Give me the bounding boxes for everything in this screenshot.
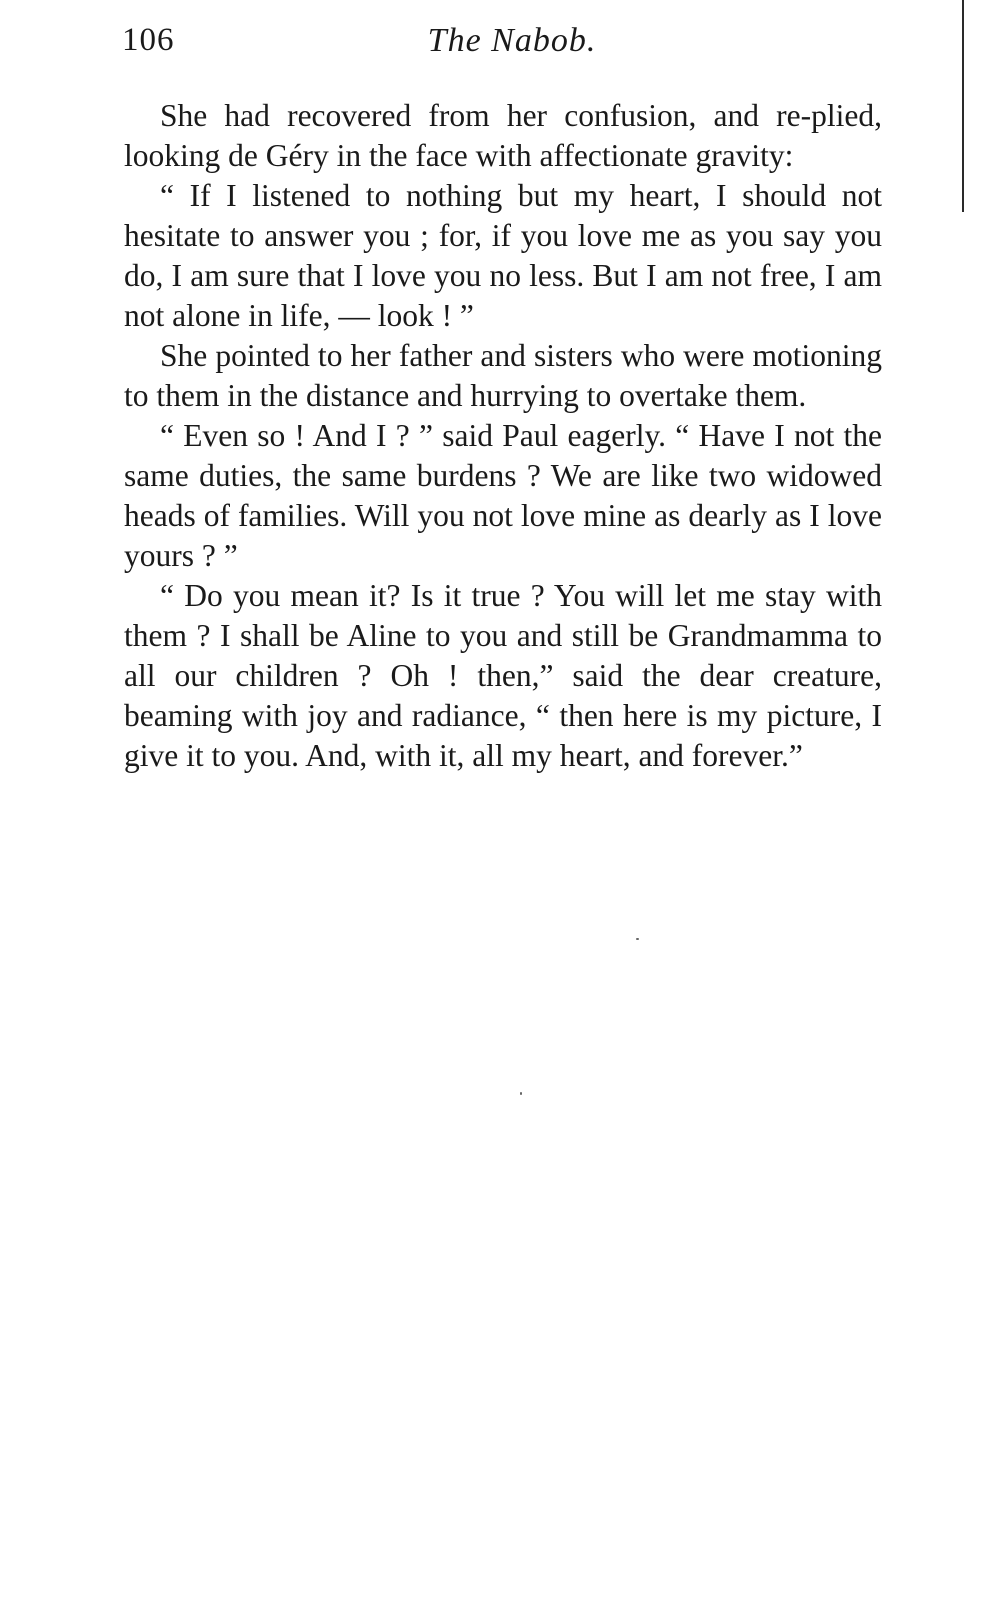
page-edge-rule xyxy=(962,0,964,212)
page-header xyxy=(122,22,882,78)
page-number: 106 xyxy=(122,22,175,58)
running-title: The Nabob. xyxy=(427,22,597,59)
body-text xyxy=(124,96,882,776)
paper-speck xyxy=(636,938,639,940)
paragraph: “ Even so ! And I ? ” said Paul eagerly. “ Have I not the same duties, the same burdens ? We are like two widowed heads of families. Will you not love mine as dearly as I love yours ? ” xyxy=(124,418,882,573)
paragraph: She had recovered from her confusion, and re-plied, looking de Géry in the face with affectionate gravity: xyxy=(124,98,882,173)
paragraph: “ Do you mean it? Is it true ? You will let me stay with them ? I shall be Aline to you and still be Grandmamma to all our children ? Oh ! then,” said the dear creature, beaming with joy and radiance, “ then here is my picture, I give it to you. And, with it, all my heart, and forever.” xyxy=(124,578,882,773)
paper-speck xyxy=(520,1092,522,1095)
paragraph: She pointed to her father and sisters who were motioning to them in the distance and hurrying to overtake them. xyxy=(124,338,882,413)
paragraph: “ If I listened to nothing but my heart, I should not hesitate to answer you ; for, if you love me as you say you do, I am sure that I love you no less. But I am not free, I am not alone in life, — look ! ” xyxy=(124,178,882,333)
